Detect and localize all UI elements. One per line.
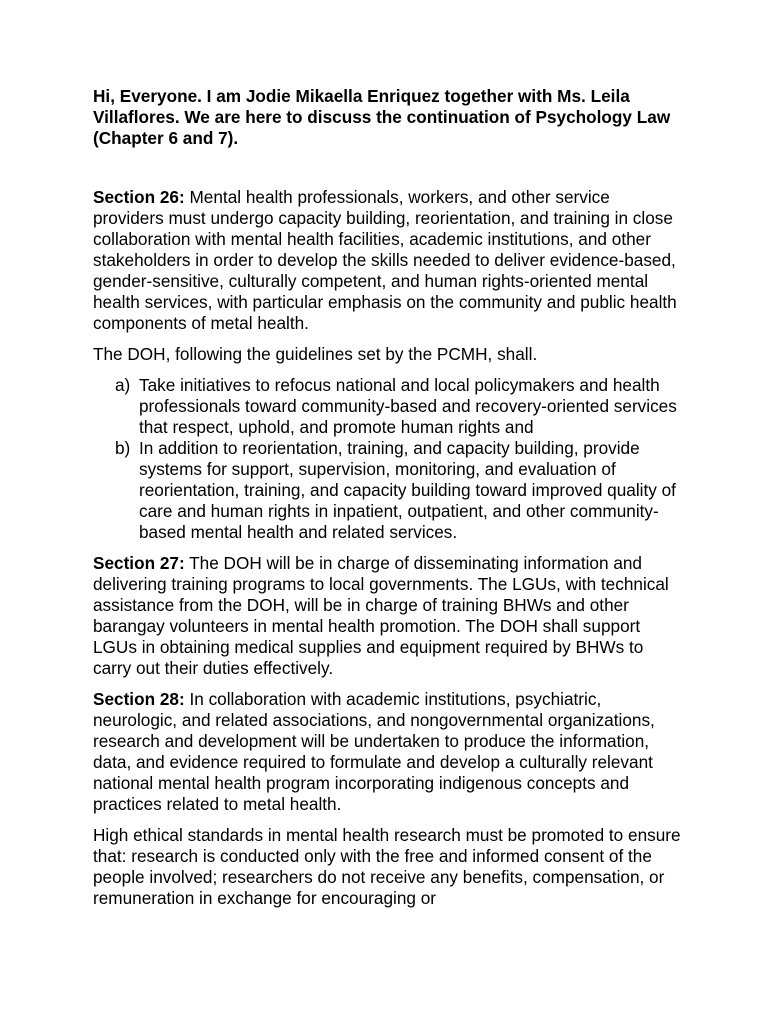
list-item: [93, 375, 683, 438]
section-28-label: Section 28:: [93, 689, 185, 709]
section-27-text: The DOH will be in charge of disseminating information and delivering training programs to local governments. The LGUs, with technical assistance from the DOH, will be in charge of training BHWs and other barangay volunteers in mental health promotion. The DOH shall support LGUs in obtaining medical supplies and equipment required by BHWs to carry out their duties effectively.: [93, 553, 669, 678]
list-item-text: Take initiatives to refocus national and local policymakers and health professionals toward community-based and recovery-oriented services that respect, uphold, and promote human rights and: [139, 375, 677, 437]
list-marker: b): [115, 438, 131, 458]
intro-paragraph: Hi, Everyone. I am Jodie Mikaella Enriquez together with Ms. Leila Villaflores. We are here to discuss the continuation of Psychology Law (Chapter 6 and 7).: [93, 86, 671, 148]
list-marker: a): [115, 375, 131, 395]
section-27-paragraph: [93, 553, 683, 679]
section-26-paragraph: [93, 187, 683, 334]
list-item: [93, 438, 683, 543]
section-26-text: Mental health professionals, workers, and other service providers must undergo capacity building, reorientation, and training in close collaboration with mental health facilities, academic institutions, and other stakeholders in order to develop the skills needed to deliver evidence-based, gender-sensitive, culturally competent, and human rights-oriented mental health services, with particular emphasis on the community and public health components of metal health.: [93, 187, 677, 333]
section-28-paragraph: [93, 689, 683, 815]
section-26-label: Section 26:: [93, 187, 185, 207]
section-27-label: Section 27:: [93, 553, 185, 573]
section-28-text: In collaboration with academic institutions, psychiatric, neurologic, and related associations, and nongovernmental organizations, research and development will be undertaken to produce the information, data, and evidence required to formulate and develop a culturally relevant national mental health program incorporating indigenous concepts and practices related to metal health.: [93, 689, 655, 814]
doh-duties-list: [93, 375, 683, 543]
document-page: [93, 86, 683, 919]
list-item-text: In addition to reorientation, training, and capacity building, provide systems for support, supervision, monitoring, and evaluation of reorientation, training, and capacity building toward improved quality of care and human rights in inpatient, outpatient, and other community-based mental health and related services.: [139, 438, 676, 542]
doh-intro-paragraph: The DOH, following the guidelines set by the PCMH, shall.: [93, 344, 538, 364]
ethics-paragraph: High ethical standards in mental health research must be promoted to ensure that: research is conducted only with the free and informed consent of the people involved; researchers do not receive any benefits, compensation, or remuneration in exchange for encouraging or: [93, 825, 681, 908]
